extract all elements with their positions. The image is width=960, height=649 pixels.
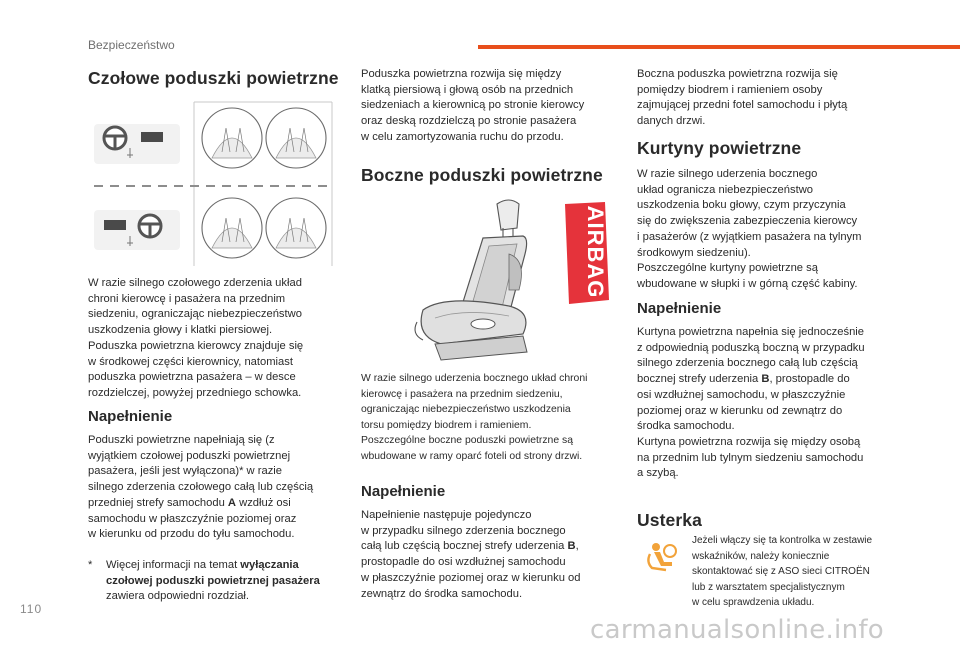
airbag-warning-icon <box>644 540 678 574</box>
curtain-inflation-paragraph: Kurtyna powietrzna napełnia się jednocześnie z odpowiednią poduszką boczną w przypadku silnego zderzenia bocznego całą lub częścią bocznej strefy uderzenia B, prostopadle do osi wzdłużnej samochodu, w płaszczyźnie poziomej oraz w kierunku od zewnątrz do środka samochodu. Kurtyna powietrzna rozwija się między osobą na przednim lub tylnym siedzeniu samochodu a szybą. <box>637 326 865 480</box>
frontal-inflation-paragraph: Poduszki powietrzne napełniają się (z wyjątkiem czołowej poduszki powietrznej pasażera, jeśli jest wyłączona)* w razie silnego zderzenia czołowego całą lub częścią przedniej strefy samochodu A wzdłuż osi samochodu w płaszczyźnie poziomej oraz w kierunku od przodu do tyłu samochodu. <box>88 434 314 541</box>
side-inflation-subtitle: Napełnienie <box>361 483 446 500</box>
footnote-star: * <box>88 559 93 571</box>
curtain-airbags-title: Kurtyny powietrzne <box>637 138 802 158</box>
steering-wheel-icon <box>94 124 180 164</box>
fault-warning-paragraph: Jeżeli włączy się ta kontrolka w zestawie wskaźników, należy koniecznie skontaktować się z ASO sieci CITROËN lub z warsztatem specjalistycznym w celu sprawdzenia układu. <box>692 535 873 609</box>
section-header: Bezpieczeństwo <box>88 38 175 52</box>
airbag-label-text: AIRBAG <box>583 205 608 299</box>
watermark: carmanualsonline.info <box>590 615 885 645</box>
page-number: 110 <box>20 602 43 616</box>
frontal-deploy-paragraph: Poduszka powietrzna rozwija się między klatką piersiową i głową osób na przednich siedzeniach a kierownicą po stronie kierowcy oraz deską rozdzielczą po stronie pasażera w celu zamortyzowania ruchu do przodu. <box>361 68 585 143</box>
side-deploy-paragraph: Boczna poduszka powietrzna rozwija się pomiędzy biodrem i ramieniem osoby zajmującej przedni fotel samochodu i płytą danych drzwi. <box>637 68 848 128</box>
curtain-inflation-subtitle: Napełnienie <box>637 300 722 317</box>
side-airbags-title: Boczne poduszki powietrzne <box>361 165 603 185</box>
airbag-label <box>565 202 609 304</box>
frontal-airbag-illustration <box>84 98 340 270</box>
curtain-airbags-paragraph: W razie silnego uderzenia bocznego układ ogranicza niebezpieczeństwo uszkodzenia boku głowy, czym przyczynia się do zwiększenia zabezpieczenia kierowcy i pasażerów (z wyjątkiem pasażera na tylnym środkowym siedzeniu). Poszczególne kurtyny powietrzne są wbudowane w słupki i w górną część kabiny. <box>637 168 862 290</box>
side-inflation-paragraph: Napełnienie następuje pojedynczo w przypadku silnego zderzenia bocznego całą lub częścią bocznej strefy uderzenia B, prostopadle do osi wzdłużnej samochodu w płaszczyźnie poziomej oraz w kierunku od zewnątrz do środka samochodu. <box>361 509 581 600</box>
passenger-airbag-icon <box>94 210 180 250</box>
frontal-inflation-subtitle: Napełnienie <box>88 408 173 425</box>
fault-title: Usterka <box>637 510 702 530</box>
frontal-airbags-title: Czołowe poduszki powietrzne <box>88 68 339 88</box>
seat-side-airbag-icon <box>405 194 611 366</box>
frontal-airbags-paragraph: W razie silnego czołowego zderzenia układ chroni kierowcę i pasażera na przednim siedzeniu, ograniczając niebezpieczeństwo uszkodzenia głowy i klatki piersiowej. Poduszka powietrzna kierowcy znajduje się w środkowej części kierownicy, natomiast poduszka powietrzna pasażera – w desce rozdzielczej, powyżej przedniego schowka. <box>88 277 304 399</box>
footnote-text: Więcej informacji na temat wyłączania czołowej poduszki powietrznej pasażera zawiera odpowiedni rozdział. <box>106 559 320 603</box>
header-rule <box>478 45 960 49</box>
side-airbags-paragraph: W razie silnego uderzenia bocznego układ chroni kierowcę i pasażera na przednim siedzeniu, ograniczając niebezpieczeństwo uszkodzenia torsu pomiędzy biodrem i ramieniem. Poszczególne boczne poduszki powietrzne są wbudowane w ramy oparć foteli od strony drzwi. <box>361 373 588 462</box>
